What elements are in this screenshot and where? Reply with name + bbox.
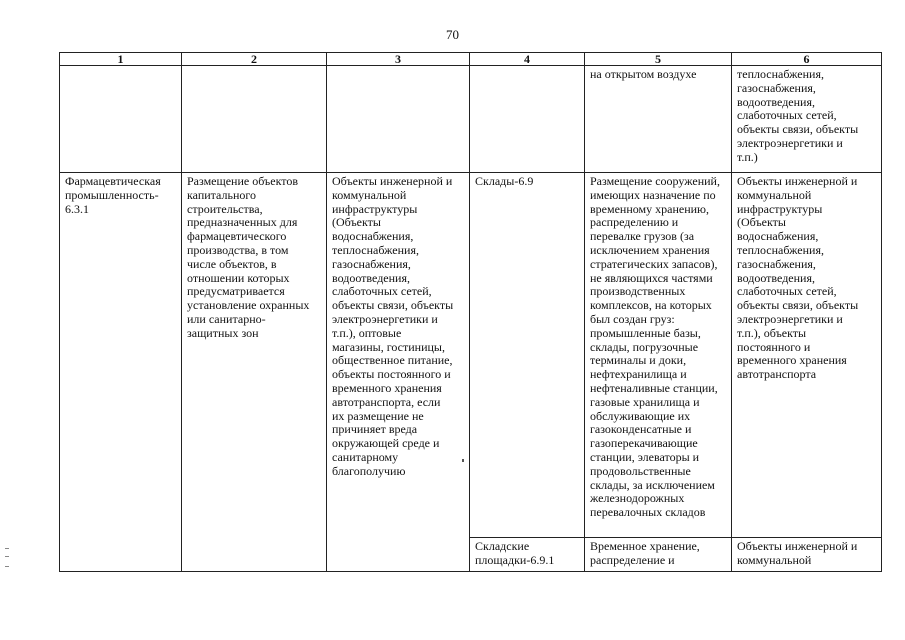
column-header-3: 3 xyxy=(327,53,470,66)
table-cell xyxy=(327,66,470,173)
table-cell-aux-objects: Объекты инженерной и коммунальной инфраструктуры (Объекты водоснабжения, теплоснабжения, газоснабжения, водоотведения, слаботочных сетей, объекты связи, объекты электроэнергетики и т.п.), объекты постоянного и временного хранения автотранспорта xyxy=(732,173,882,538)
table-cell-aux-description: Размещение сооружений, имеющих назначение по временному хранению, распределению и перевалке грузов (за исключением хранения стратегических запасов), не являющихся частями производственных комплексов, на которых был создан груз: промышленные базы, склады, погрузочные терминалы и доки, нефтехранилища и нефтеналивные станции, газовые хранилища и обслуживающие их газоконденсатные и газоперекачивающие станции, элеваторы и продовольственные склады, за исключением железнодорожных перевалочных складов xyxy=(585,173,732,538)
table-row-pharmaceutical xyxy=(60,173,882,538)
column-header-6: 6 xyxy=(732,53,882,66)
scan-speck xyxy=(462,459,464,462)
margin-mark xyxy=(5,566,9,567)
table-cell: на открытом воздухе xyxy=(585,66,732,173)
table-cell-aux-use: Склады-6.9 xyxy=(470,173,585,538)
zoning-table xyxy=(59,52,882,572)
table-cell-aux-description: Временное хранение, распределение и xyxy=(585,538,732,572)
table-cell-allowed-objects: Объекты инженерной и коммунальной инфраструктуры (Объекты водоснабжения, теплоснабжения, газоснабжения, водоотведения, слаботочных сетей, объекты связи, объекты электроэнергетики и т.п.), оптовые магазины, гостиницы, общественное питание, объекты постоянного и временного хранения автотранспорта, если их размещение не причиняет вреда окружающей среде и санитарному благополучию xyxy=(327,173,470,572)
column-header-4: 4 xyxy=(470,53,585,66)
table-cell xyxy=(470,66,585,173)
table-cell xyxy=(182,66,327,173)
column-header-1: 1 xyxy=(60,53,182,66)
table-cell: теплоснабжения, газоснабжения, водоотведения, слаботочных сетей, объекты связи, объекты электроэнергетики и т.п.) xyxy=(732,66,882,173)
column-header-2: 2 xyxy=(182,53,327,66)
margin-mark xyxy=(5,556,9,557)
table-cell xyxy=(60,66,182,173)
table-row-continuation xyxy=(60,66,882,173)
margin-mark xyxy=(5,548,9,549)
table-cell-aux-objects: Объекты инженерной и коммунальной xyxy=(732,538,882,572)
table-cell-use-type: Фармацевтическая промышленность- 6.3.1 xyxy=(60,173,182,572)
header-row xyxy=(60,53,882,66)
column-header-5: 5 xyxy=(585,53,732,66)
table-cell-aux-use: Складские площадки-6.9.1 xyxy=(470,538,585,572)
page-number: 70 xyxy=(446,27,459,42)
table-cell-description: Размещение объектов капитального строительства, предназначенных для фармацевтического производства, в том числе объектов, в отношении которых предусматривается установление охранных или санитарно- защитных зон xyxy=(182,173,327,572)
